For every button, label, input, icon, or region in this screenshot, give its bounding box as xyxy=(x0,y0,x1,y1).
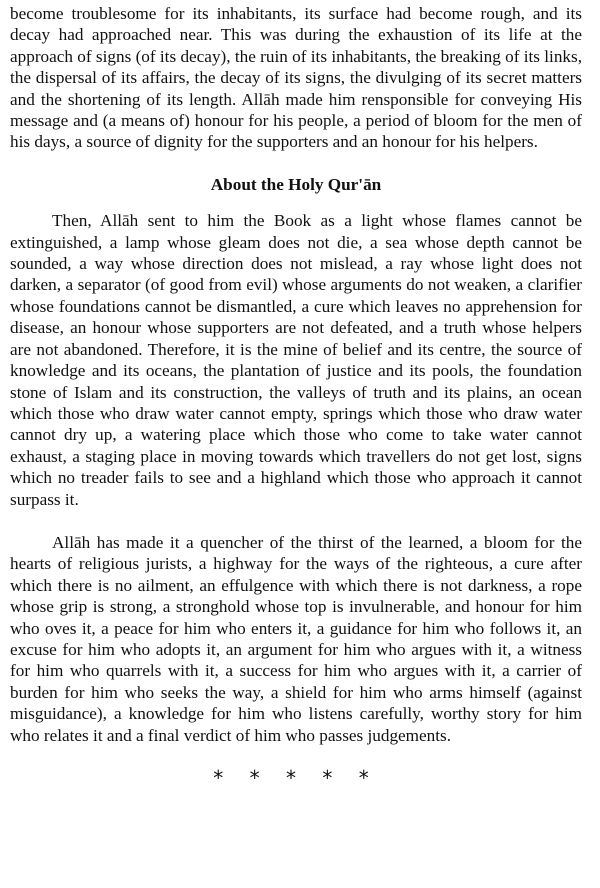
paragraph-quencher: Allāh has made it a quencher of the thirst of the learned, a bloom for the hearts of religious jurists, a highway for the ways of the righteous, a cure after which there is no ailment, an effulgence with which there is not darkness, a rope whose grip is strong, a stronghold whose top is invulnerable, and honour for him who oves it, a peace for him who enters it, a guidance for him who follows it, an excuse for him who adopts it, an argument for him who argues with it, a witness for him who quarrels with it, a success for him who argues with it, a carrier of burden for him who seeks the way, a shield for him who arms himself (against misguidance), a knowledge for him who listens carefully, worthy story for him who relates it and a final verdict of him who passes judgements. xyxy=(10,532,582,745)
document-page xyxy=(10,3,582,789)
section-separator: * * * * * xyxy=(213,766,379,790)
paragraph-book-description: Then, Allāh sent to him the Book as a light whose flames cannot be extinguished, a lamp whose gleam does not die, a sea whose depth cannot be sounded, a way whose direction does not mislead, a ray whose light does not darken, a separator (of good from evil) whose arguments do not weaken, a clarifier whose foundations cannot be dismantled, a cure which leaves no apprehension for disease, an honour whose supporters are not defeated, and a truth whose helpers are not abandoned. Therefore, it is the mine of belief and its centre, the source of knowledge and its oceans, the plantation of justice and its pools, the foundation stone of Islam and its construction, the valleys of truth and its plains, an ocean which those who draw water cannot empty, springs which those who draw water cannot dry up, a watering place which those who come to take water cannot exhaust, a staging place in moving towards which travellers do not get lost, signs which no treader fails to see and a highland which those who approach it cannot surpass it. xyxy=(10,211,582,509)
paragraph-continuation: become troublesome for its inhabitants, its surface had become rough, and its decay had approached near. This was during the exhaustion of its life at the approach of signs (of its decay), the ruin of its inhabitants, the breaking of its links, the dispersal of its affairs, the decay of its signs, the divulging of its secret matters and the shortening of its length. Allāh made him rensponsible for conveying His message and (a means of) honour for his people, a period of bloom for the men of his days, a source of dignity for the supporters and an honour for his helpers. xyxy=(10,4,582,152)
section-heading: About the Holy Qur'ān xyxy=(210,174,382,194)
paragraph-gap xyxy=(10,510,582,532)
